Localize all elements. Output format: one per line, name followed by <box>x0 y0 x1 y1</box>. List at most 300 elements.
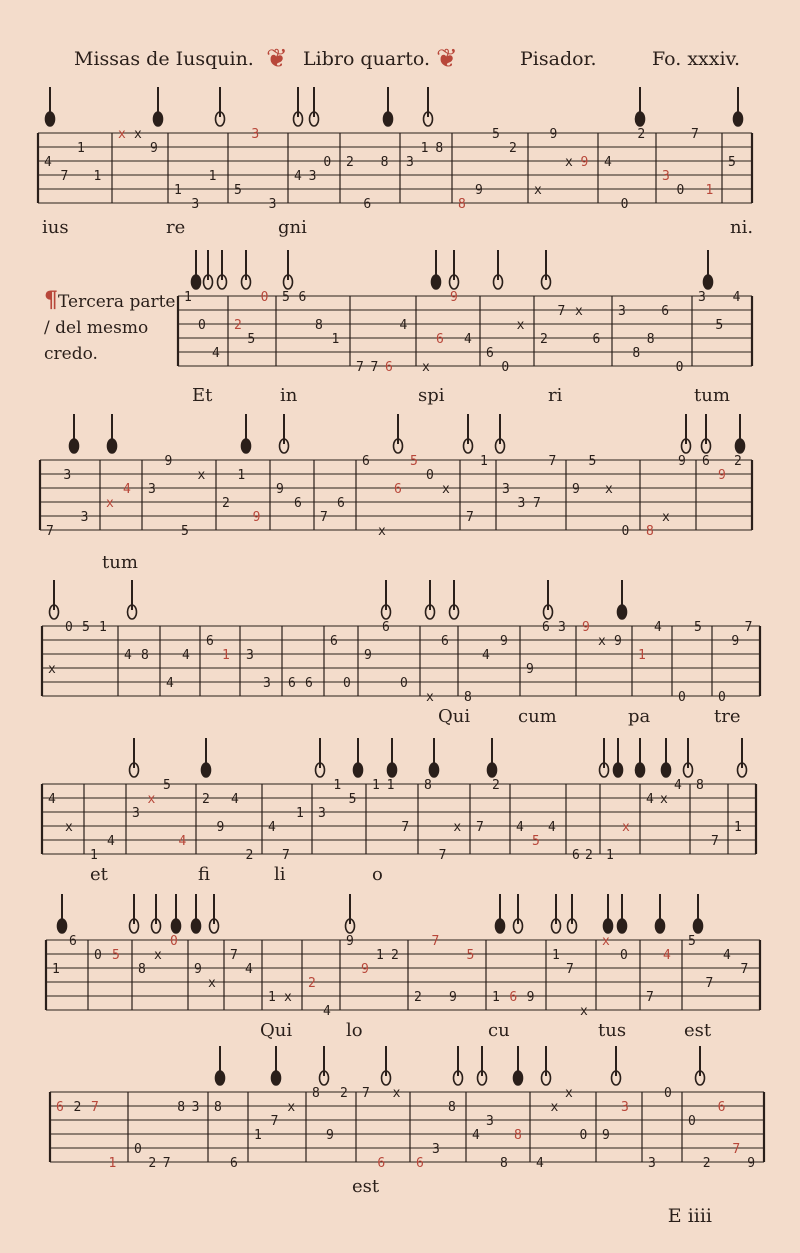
svg-text:3: 3 <box>132 806 140 821</box>
svg-text:5: 5 <box>348 792 357 807</box>
svg-text:3: 3 <box>517 496 526 511</box>
svg-text:1: 1 <box>237 468 246 483</box>
svg-text:6: 6 <box>330 634 338 649</box>
svg-text:9: 9 <box>216 820 225 835</box>
svg-text:7: 7 <box>533 496 541 511</box>
svg-text:0: 0 <box>170 934 178 949</box>
svg-text:6: 6 <box>69 934 77 949</box>
svg-text:4: 4 <box>323 1004 331 1019</box>
svg-text:2: 2 <box>492 778 500 793</box>
svg-text:1: 1 <box>480 454 488 469</box>
svg-text:2: 2 <box>540 332 548 347</box>
svg-text:9: 9 <box>582 620 590 635</box>
svg-text:8: 8 <box>380 155 389 170</box>
svg-text:x: x <box>602 934 610 949</box>
svg-text:1: 1 <box>296 806 304 821</box>
svg-text:9: 9 <box>731 634 740 649</box>
svg-text:4: 4 <box>123 482 131 497</box>
svg-text:2: 2 <box>414 990 422 1005</box>
svg-text:5: 5 <box>112 948 120 963</box>
svg-text:9: 9 <box>602 1128 610 1143</box>
svg-text:x: x <box>605 482 613 497</box>
svg-text:4: 4 <box>182 648 190 663</box>
svg-text:3: 3 <box>263 676 271 691</box>
svg-text:7: 7 <box>466 510 474 525</box>
svg-text:3: 3 <box>502 482 510 497</box>
svg-text:1: 1 <box>93 169 102 184</box>
svg-text:0: 0 <box>678 690 686 705</box>
svg-text:5: 5 <box>466 948 475 963</box>
svg-text:1: 1 <box>734 820 742 835</box>
svg-text:2: 2 <box>340 1086 348 1101</box>
tablature-staff <box>40 414 752 539</box>
svg-text:x: x <box>622 820 630 835</box>
svg-text:9: 9 <box>364 648 372 663</box>
pilcrow-icon: ¶ <box>44 287 58 313</box>
svg-text:6: 6 <box>298 290 307 305</box>
svg-text:1: 1 <box>492 990 500 1005</box>
svg-text:7: 7 <box>744 620 753 635</box>
lyric: li <box>274 864 286 885</box>
svg-text:x: x <box>287 1100 296 1115</box>
svg-text:4: 4 <box>548 820 556 835</box>
svg-text:7: 7 <box>282 848 290 863</box>
svg-text:0: 0 <box>676 183 685 198</box>
lyric: gni <box>278 217 307 238</box>
lyric: lo <box>346 1020 363 1041</box>
svg-text:6: 6 <box>385 360 393 375</box>
svg-text:2: 2 <box>222 496 230 511</box>
lyric: ri <box>548 385 563 406</box>
svg-text:7: 7 <box>548 454 557 469</box>
svg-text:6: 6 <box>206 634 214 649</box>
svg-text:8: 8 <box>696 778 704 793</box>
svg-text:9: 9 <box>252 510 261 525</box>
svg-text:2: 2 <box>702 1156 711 1171</box>
svg-text:6: 6 <box>572 848 580 863</box>
svg-text:4: 4 <box>674 778 682 793</box>
svg-text:1: 1 <box>606 848 614 863</box>
svg-text:5: 5 <box>82 620 90 635</box>
svg-text:3: 3 <box>432 1142 440 1157</box>
svg-text:9: 9 <box>361 962 369 977</box>
tablature-staff <box>38 87 752 212</box>
svg-text:3: 3 <box>246 648 254 663</box>
svg-text:8: 8 <box>138 962 146 977</box>
svg-text:7: 7 <box>370 360 379 375</box>
svg-text:4: 4 <box>732 290 741 305</box>
svg-text:1: 1 <box>90 848 98 863</box>
svg-text:8: 8 <box>514 1128 522 1143</box>
lyric: in <box>280 385 298 406</box>
svg-text:2: 2 <box>509 141 517 156</box>
svg-text:3: 3 <box>268 197 277 212</box>
svg-text:6: 6 <box>441 634 449 649</box>
lyric: tus <box>598 1020 627 1041</box>
running-head-right: Pisador. <box>520 48 597 70</box>
svg-text:6: 6 <box>337 496 345 511</box>
svg-text:6: 6 <box>294 496 302 511</box>
svg-text:8: 8 <box>464 690 472 705</box>
svg-text:x: x <box>516 318 525 333</box>
svg-text:6: 6 <box>363 197 372 212</box>
svg-text:7: 7 <box>740 962 749 977</box>
svg-text:0: 0 <box>579 1128 588 1143</box>
svg-text:x: x <box>534 183 542 198</box>
svg-text:4: 4 <box>294 169 302 184</box>
svg-text:4: 4 <box>48 792 56 807</box>
lyric: cum <box>518 706 557 727</box>
lyric: ni. <box>730 217 754 238</box>
lyric: re <box>166 217 186 238</box>
svg-text:5: 5 <box>588 454 597 469</box>
svg-text:2: 2 <box>391 948 399 963</box>
svg-text:2: 2 <box>308 976 316 991</box>
svg-text:9: 9 <box>449 990 457 1005</box>
svg-text:4: 4 <box>44 155 52 170</box>
svg-text:6: 6 <box>717 1100 726 1115</box>
lyric: o <box>372 864 383 885</box>
tablature-staff <box>42 580 760 705</box>
lyric: spi <box>418 385 445 406</box>
svg-text:3: 3 <box>558 620 566 635</box>
svg-text:6: 6 <box>436 332 444 347</box>
svg-text:3: 3 <box>698 290 706 305</box>
svg-text:9: 9 <box>276 482 284 497</box>
svg-text:x: x <box>118 127 126 142</box>
svg-text:2: 2 <box>637 127 646 142</box>
svg-text:7: 7 <box>401 820 410 835</box>
svg-text:2: 2 <box>202 792 210 807</box>
tablature-staff <box>46 894 760 1019</box>
svg-text:0: 0 <box>134 1142 142 1157</box>
svg-text:6: 6 <box>416 1156 424 1171</box>
svg-text:8: 8 <box>646 524 654 539</box>
svg-text:7: 7 <box>60 169 69 184</box>
svg-text:1: 1 <box>386 778 395 793</box>
svg-text:1: 1 <box>77 141 85 156</box>
section-caption: ¶Tercera parte / del mesmo credo. <box>44 287 176 364</box>
svg-text:3: 3 <box>191 197 200 212</box>
svg-text:6: 6 <box>592 332 601 347</box>
lyric: Qui <box>260 1020 293 1041</box>
svg-text:x: x <box>208 976 216 991</box>
svg-text:1: 1 <box>108 1156 117 1171</box>
svg-text:5: 5 <box>492 127 500 142</box>
svg-text:0: 0 <box>426 468 434 483</box>
svg-text:2: 2 <box>148 1156 157 1171</box>
svg-text:9: 9 <box>580 155 589 170</box>
svg-text:9: 9 <box>475 183 483 198</box>
svg-text:9: 9 <box>500 634 508 649</box>
svg-text:6: 6 <box>362 454 370 469</box>
svg-text:4: 4 <box>604 155 612 170</box>
svg-text:6: 6 <box>377 1156 386 1171</box>
svg-text:8: 8 <box>500 1156 508 1171</box>
ornament-right-icon: ❦ <box>436 44 458 74</box>
svg-text:4: 4 <box>231 792 239 807</box>
svg-text:6: 6 <box>382 620 390 635</box>
svg-text:9: 9 <box>450 290 458 305</box>
svg-text:3: 3 <box>318 806 326 821</box>
svg-text:4: 4 <box>536 1156 544 1171</box>
svg-text:8: 8 <box>646 332 655 347</box>
svg-text:6: 6 <box>661 304 670 319</box>
svg-text:0: 0 <box>400 676 408 691</box>
running-head-center: Libro quarto. <box>303 48 431 70</box>
svg-text:1: 1 <box>52 962 60 977</box>
svg-text:2: 2 <box>234 318 242 333</box>
svg-text:4: 4 <box>212 346 220 361</box>
svg-text:1: 1 <box>331 332 340 347</box>
svg-text:4: 4 <box>723 948 731 963</box>
svg-text:5: 5 <box>694 620 702 635</box>
tablature-staff <box>42 738 756 863</box>
lyric: tum <box>694 385 730 406</box>
svg-text:9: 9 <box>346 934 354 949</box>
svg-text:4: 4 <box>464 332 472 347</box>
svg-text:2: 2 <box>585 848 593 863</box>
svg-text:x: x <box>575 304 583 319</box>
tablature-staff <box>50 1046 764 1171</box>
svg-text:3: 3 <box>63 468 72 483</box>
svg-text:3: 3 <box>308 169 317 184</box>
svg-text:1: 1 <box>638 648 646 663</box>
svg-text:0: 0 <box>323 155 332 170</box>
svg-text:0: 0 <box>65 620 73 635</box>
svg-text:x: x <box>106 496 114 511</box>
svg-text:8: 8 <box>424 778 432 793</box>
svg-text:3: 3 <box>80 510 89 525</box>
svg-text:8: 8 <box>312 1086 320 1101</box>
svg-text:x: x <box>197 468 206 483</box>
svg-text:9: 9 <box>326 1128 334 1143</box>
svg-text:3: 3 <box>406 155 414 170</box>
svg-text:4: 4 <box>268 820 276 835</box>
svg-text:6: 6 <box>509 990 518 1005</box>
svg-text:1: 1 <box>268 990 276 1005</box>
svg-text:x: x <box>662 510 670 525</box>
svg-text:2: 2 <box>346 155 354 170</box>
svg-text:x: x <box>134 127 142 142</box>
svg-text:5: 5 <box>688 934 696 949</box>
svg-text:7: 7 <box>732 1142 741 1157</box>
svg-text:9: 9 <box>526 662 534 677</box>
svg-text:1: 1 <box>254 1128 262 1143</box>
svg-text:x: x <box>48 662 56 677</box>
svg-text:9: 9 <box>678 454 686 469</box>
svg-text:x: x <box>550 1100 559 1115</box>
svg-text:1: 1 <box>376 948 384 963</box>
svg-text:1: 1 <box>208 169 217 184</box>
svg-text:x: x <box>453 820 462 835</box>
svg-text:0: 0 <box>198 318 206 333</box>
svg-text:0: 0 <box>620 197 629 212</box>
svg-text:6: 6 <box>702 454 710 469</box>
svg-text:9: 9 <box>614 634 622 649</box>
svg-text:4: 4 <box>516 820 524 835</box>
svg-text:7: 7 <box>91 1100 99 1115</box>
svg-text:7: 7 <box>557 304 566 319</box>
svg-text:x: x <box>284 990 292 1005</box>
svg-text:x: x <box>422 360 430 375</box>
svg-text:3: 3 <box>662 169 670 184</box>
svg-text:0: 0 <box>718 690 726 705</box>
svg-text:1: 1 <box>420 141 429 156</box>
svg-text:0: 0 <box>343 676 351 691</box>
svg-text:6: 6 <box>394 482 402 497</box>
svg-text:1: 1 <box>222 648 230 663</box>
svg-text:4: 4 <box>245 962 253 977</box>
signature-mark: E iiii <box>667 1205 712 1227</box>
svg-text:7: 7 <box>230 948 238 963</box>
svg-text:1: 1 <box>99 620 107 635</box>
svg-text:4: 4 <box>107 834 115 849</box>
svg-text:0: 0 <box>688 1114 696 1129</box>
lyric: tre <box>714 706 741 727</box>
svg-text:8: 8 <box>435 141 444 156</box>
svg-text:x: x <box>378 524 386 539</box>
svg-text:x: x <box>580 1004 588 1019</box>
svg-text:0: 0 <box>94 948 102 963</box>
svg-text:0: 0 <box>621 524 630 539</box>
svg-text:x: x <box>426 690 434 705</box>
svg-text:7: 7 <box>431 934 440 949</box>
svg-text:9: 9 <box>718 468 726 483</box>
svg-text:7: 7 <box>362 1086 370 1101</box>
svg-text:8: 8 <box>448 1100 456 1115</box>
svg-text:4: 4 <box>663 948 671 963</box>
svg-text:4: 4 <box>646 792 654 807</box>
lyric: Et <box>192 385 213 406</box>
svg-text:7: 7 <box>691 127 699 142</box>
svg-text:1: 1 <box>174 183 182 198</box>
svg-text:9: 9 <box>572 482 580 497</box>
svg-text:6: 6 <box>486 346 494 361</box>
lyric: cu <box>488 1020 510 1041</box>
svg-text:7: 7 <box>270 1114 279 1129</box>
svg-text:0: 0 <box>501 360 510 375</box>
lyric: est <box>684 1020 712 1041</box>
svg-text:8: 8 <box>214 1100 222 1115</box>
svg-text:x: x <box>660 792 668 807</box>
svg-text:x: x <box>154 948 162 963</box>
lyric: Qui <box>438 706 471 727</box>
svg-text:5: 5 <box>410 454 418 469</box>
svg-text:9: 9 <box>747 1156 756 1171</box>
svg-text:3: 3 <box>648 1156 656 1171</box>
svg-text:7: 7 <box>438 848 447 863</box>
svg-text:9: 9 <box>194 962 202 977</box>
lyric: fi <box>198 864 211 885</box>
svg-text:3: 3 <box>486 1114 494 1129</box>
svg-text:0: 0 <box>620 948 628 963</box>
svg-text:8: 8 <box>315 318 323 333</box>
svg-text:1: 1 <box>372 778 380 793</box>
svg-text:9: 9 <box>549 127 558 142</box>
svg-text:1: 1 <box>705 183 714 198</box>
svg-text:3: 3 <box>148 482 156 497</box>
svg-text:5: 5 <box>247 332 256 347</box>
svg-text:4: 4 <box>178 834 187 849</box>
svg-text:6: 6 <box>56 1100 64 1115</box>
svg-text:x: x <box>147 792 156 807</box>
svg-text:4: 4 <box>399 318 408 333</box>
svg-text:7: 7 <box>646 990 654 1005</box>
svg-text:7: 7 <box>356 360 364 375</box>
running-head-left: Missas de Iusquin. <box>74 48 254 70</box>
svg-text:3: 3 <box>618 304 626 319</box>
svg-text:7: 7 <box>711 834 719 849</box>
svg-text:8: 8 <box>632 346 641 361</box>
svg-text:1: 1 <box>333 778 342 793</box>
svg-text:5: 5 <box>181 524 189 539</box>
svg-text:2: 2 <box>245 848 254 863</box>
svg-text:8: 8 <box>141 648 149 663</box>
svg-text:4: 4 <box>124 648 132 663</box>
svg-text:7: 7 <box>566 962 574 977</box>
svg-text:7: 7 <box>320 510 328 525</box>
ornament-left-icon: ❦ <box>266 44 288 74</box>
lyric: pa <box>628 706 651 727</box>
svg-text:4: 4 <box>482 648 490 663</box>
svg-text:9: 9 <box>526 990 535 1005</box>
svg-text:5: 5 <box>728 155 736 170</box>
svg-text:2: 2 <box>734 454 742 469</box>
lyric: ius <box>42 217 69 238</box>
svg-text:1: 1 <box>552 948 560 963</box>
svg-text:6: 6 <box>542 620 550 635</box>
svg-text:6: 6 <box>305 676 313 691</box>
lyric: est <box>352 1176 380 1197</box>
svg-text:0: 0 <box>260 290 269 305</box>
svg-text:6: 6 <box>230 1156 238 1171</box>
lyric: tum <box>102 552 138 573</box>
svg-text:x: x <box>392 1086 401 1101</box>
svg-text:7: 7 <box>162 1156 171 1171</box>
svg-text:x: x <box>442 482 450 497</box>
svg-text:2: 2 <box>73 1100 82 1115</box>
svg-text:x: x <box>598 634 606 649</box>
svg-text:5: 5 <box>234 183 242 198</box>
svg-text:4: 4 <box>166 676 174 691</box>
svg-text:1: 1 <box>184 290 192 305</box>
svg-text:x: x <box>565 1086 573 1101</box>
svg-text:7: 7 <box>476 820 484 835</box>
svg-text:3: 3 <box>251 127 260 142</box>
svg-text:7: 7 <box>705 976 714 991</box>
svg-text:9: 9 <box>150 141 158 156</box>
lyric: et <box>90 864 108 885</box>
svg-text:5: 5 <box>532 834 540 849</box>
svg-text:3: 3 <box>621 1100 629 1115</box>
svg-text:5: 5 <box>282 290 290 305</box>
svg-text:8: 8 <box>458 197 466 212</box>
svg-text:x: x <box>65 820 73 835</box>
svg-text:9: 9 <box>164 454 173 469</box>
svg-text:7: 7 <box>46 524 54 539</box>
svg-text:0: 0 <box>664 1086 672 1101</box>
svg-text:6: 6 <box>288 676 296 691</box>
svg-text:5: 5 <box>715 318 724 333</box>
svg-text:4: 4 <box>654 620 662 635</box>
svg-text:3: 3 <box>191 1100 200 1115</box>
svg-text:4: 4 <box>472 1128 480 1143</box>
svg-text:x: x <box>565 155 573 170</box>
svg-text:5: 5 <box>163 778 171 793</box>
svg-text:8: 8 <box>177 1100 186 1115</box>
folio-number: Fo. xxxiv. <box>652 48 741 70</box>
